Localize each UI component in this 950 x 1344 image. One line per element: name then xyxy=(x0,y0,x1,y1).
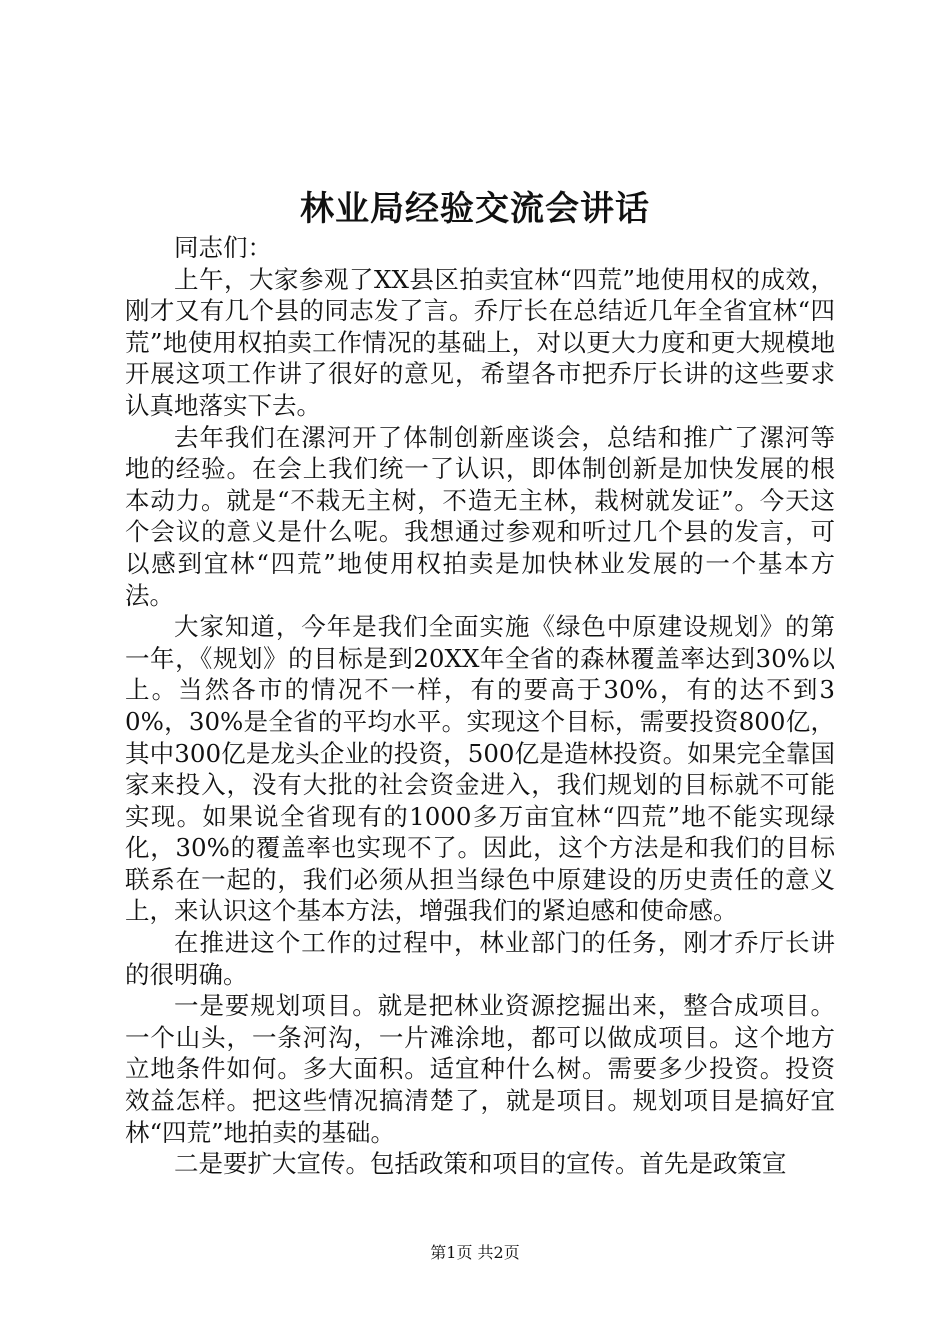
document-title: 林业局经验交流会讲话 xyxy=(300,189,650,229)
paragraph: 一是要规划项目。就是把林业资源挖掘出来，整合成项目。一个山头，一条河沟，一片滩涂地，都可以做成项目。这个地方立地条件如何。多大面积。适宜种什么树。需要多少投资。投资效益怎样。把这些情况搞清楚了，就是项目。规划项目是搞好宜林“四荒”地拍卖的基础。 xyxy=(125,991,835,1147)
paragraph: 上午，大家参观了XX县区拍卖宜林“四荒”地使用权的成效，刚才又有几个县的同志发了言。乔厅长在总结近几年全省宜林“四荒”地使用权拍卖工作情况的基础上，对以更大力度和更大规模地开展这项工作讲了很好的意见，希望各市把乔厅长讲的这些要求认真地落实下去。 xyxy=(125,264,835,420)
paragraph: 大家知道，今年是我们全面实施《绿色中原建设规划》的第一年，《规划》的目标是到20XX年全省的森林覆盖率达到30%以上。当然各市的情况不一样，有的要高于30%，有的达不到30%，30%是全省的平均水平。实现这个目标，需要投资800亿，其中300亿是龙头企业的投资，500亿是造林投资。如果完全靠国家来投入，没有大批的社会资金进入，我们规划的目标就不可能实现。如果说全省现有的1000多万亩宜林“四荒”地不能实现绿化，30%的覆盖率也实现不了。因此，这个方法是和我们的目标联系在一起的，我们必须从担当绿色中原建设的历史责任的意义上，来认识这个基本方法，增强我们的紧迫感和使命感。 xyxy=(125,612,835,926)
salutation: 同志们： xyxy=(174,233,272,262)
page-number: 第1页 xyxy=(430,1243,473,1262)
paragraph: 二是要扩大宣传。包括政策和项目的宣传。首先是政策宣 xyxy=(174,1149,787,1179)
page-footer xyxy=(0,1242,950,1264)
document-body xyxy=(125,232,835,1180)
paragraph: 在推进这个工作的过程中，林业部门的任务，刚才乔厅长讲的很明确。 xyxy=(125,928,835,989)
paragraph: 去年我们在漯河开了体制创新座谈会，总结和推广了漯河等地的经验。在会上我们统一了认识，即体制创新是加快发展的根本动力。就是“不栽无主树，不造无主林，栽树就发证”。今天这个会议的意义是什么呢。我想通过参观和听过几个县的发言，可以感到宜林“四荒”地使用权拍卖是加快林业发展的一个基本方法。 xyxy=(125,422,835,610)
total-pages: 共2页 xyxy=(477,1243,520,1262)
